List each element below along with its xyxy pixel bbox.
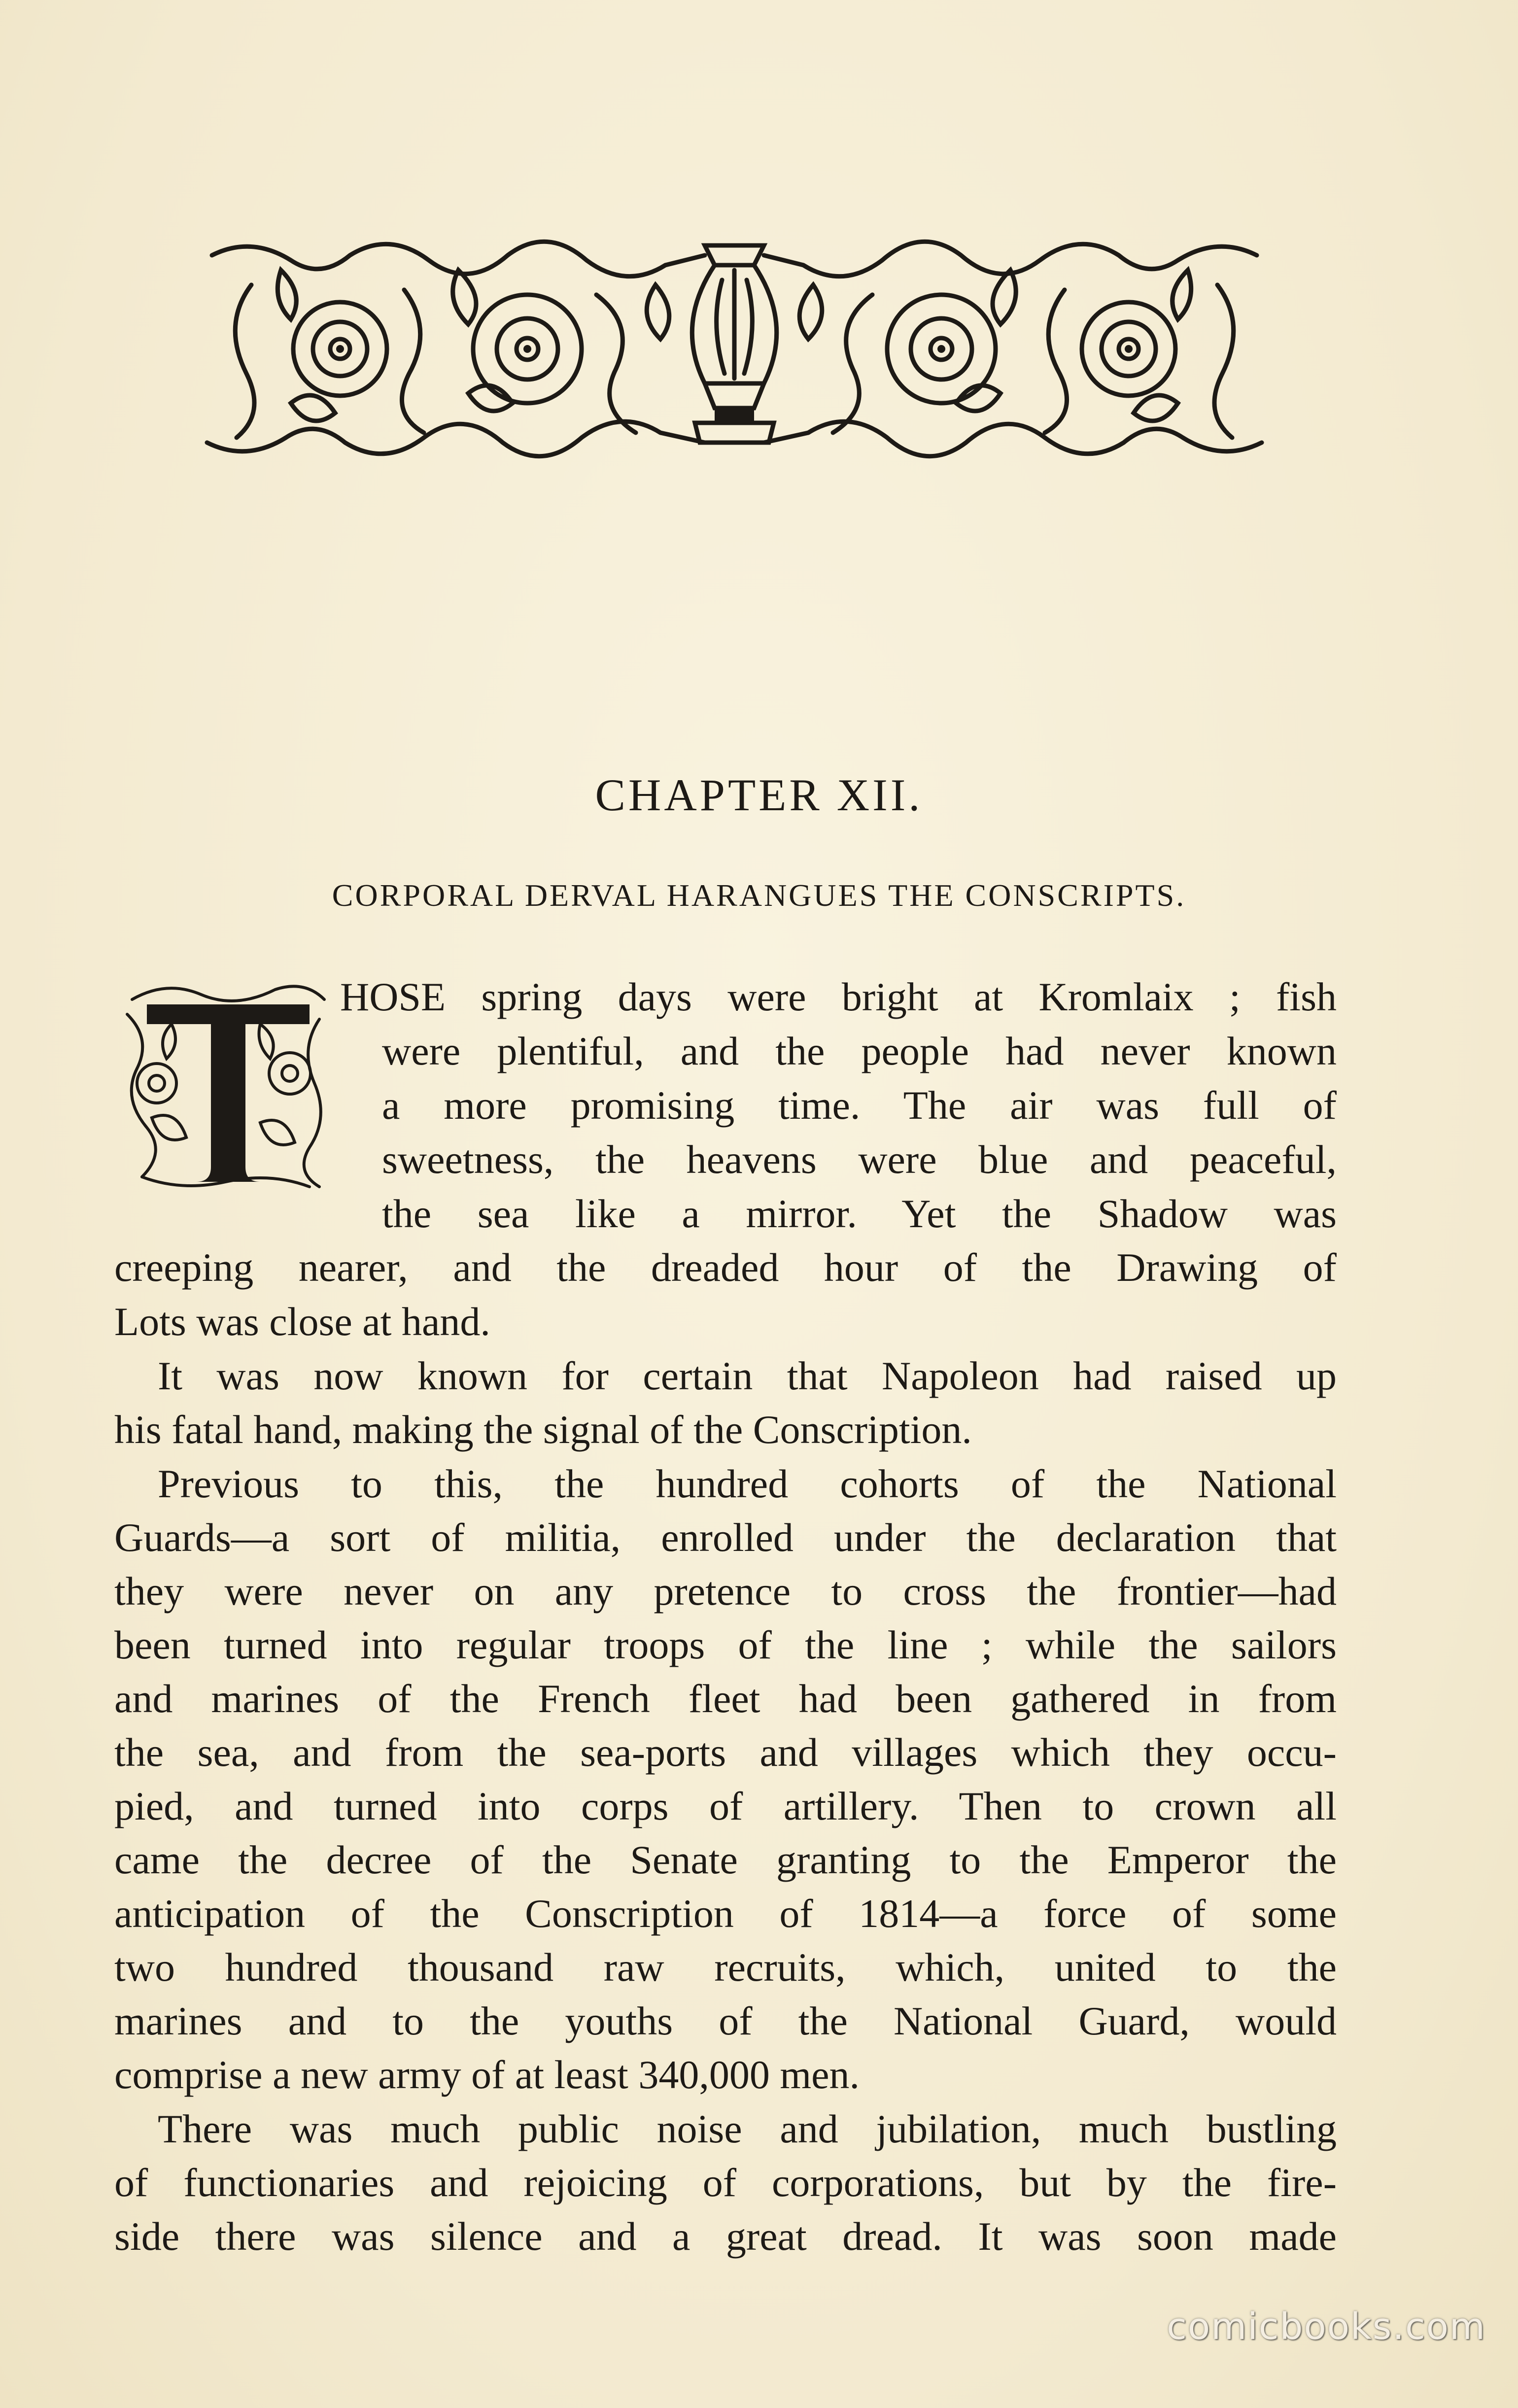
text-line: HOSE spring days were bright at Kromlaix ; fish xyxy=(340,974,1337,1019)
chapter-title: CHAPTER XII. xyxy=(595,770,923,820)
text-line: It was now known for certain that Napoleon had raised up xyxy=(158,1353,1337,1398)
floral-headpiece-icon xyxy=(192,226,1276,467)
text-line: Previous to this, the hundred cohorts of the National xyxy=(158,1461,1337,1506)
text-line: of functionaries and rejoicing of corporations, but by the fire- xyxy=(114,2160,1337,2205)
text-line: side there was silence and a great dread. It was soon made xyxy=(114,2214,1337,2259)
text-line: anticipation of the Conscription of 1814—a force of some xyxy=(114,1891,1337,1936)
text-line: were plentiful, and the people had never known xyxy=(382,1029,1337,1073)
text-line: the sea like a mirror. Yet the Shadow was xyxy=(382,1191,1337,1236)
dropcap-letter: T xyxy=(112,963,117,972)
text-line: sweetness, the heavens were blue and peaceful, xyxy=(382,1137,1337,1182)
text-line: the sea, and from the sea-ports and villages which they occu- xyxy=(114,1730,1337,1775)
chapter-subtitle: CORPORAL DERVAL HARANGUES THE CONSCRIPTS. xyxy=(332,878,1186,913)
ornamental-initial-t-icon xyxy=(112,963,339,1197)
text-line: pied, and turned into corps of artillery. Then to crown all xyxy=(114,1784,1337,1828)
text-line: There was much public noise and jubilation, much bustling xyxy=(158,2106,1337,2151)
text-line: Guards—a sort of militia, enrolled under the declaration that xyxy=(114,1515,1337,1560)
text-line: been turned into regular troops of the line ; while the sailors xyxy=(114,1622,1337,1667)
text-line: two hundred thousand raw recruits, which, united to the xyxy=(114,1945,1337,1990)
text-line: creeping nearer, and the dreaded hour of the Drawing of xyxy=(114,1245,1337,1290)
text-line: Lots was close at hand. xyxy=(114,1299,490,1344)
text-line: comprise a new army of at least 340,000 men. xyxy=(114,2052,860,2097)
text-line: and marines of the French fleet had been gathered in from xyxy=(114,1676,1337,1721)
text-line: marines and to the youths of the National Guard, would xyxy=(114,1998,1337,2043)
text-line: they were never on any pretence to cross the frontier—had xyxy=(114,1569,1337,1614)
watermark-logo: comicbooks.com xyxy=(1167,2305,1486,2348)
text-line: came the decree of the Senate granting to the Emperor the xyxy=(114,1837,1337,1882)
text-line: a more promising time. The air was full of xyxy=(382,1083,1337,1128)
text-line: his fatal hand, making the signal of the Conscription. xyxy=(114,1407,972,1452)
